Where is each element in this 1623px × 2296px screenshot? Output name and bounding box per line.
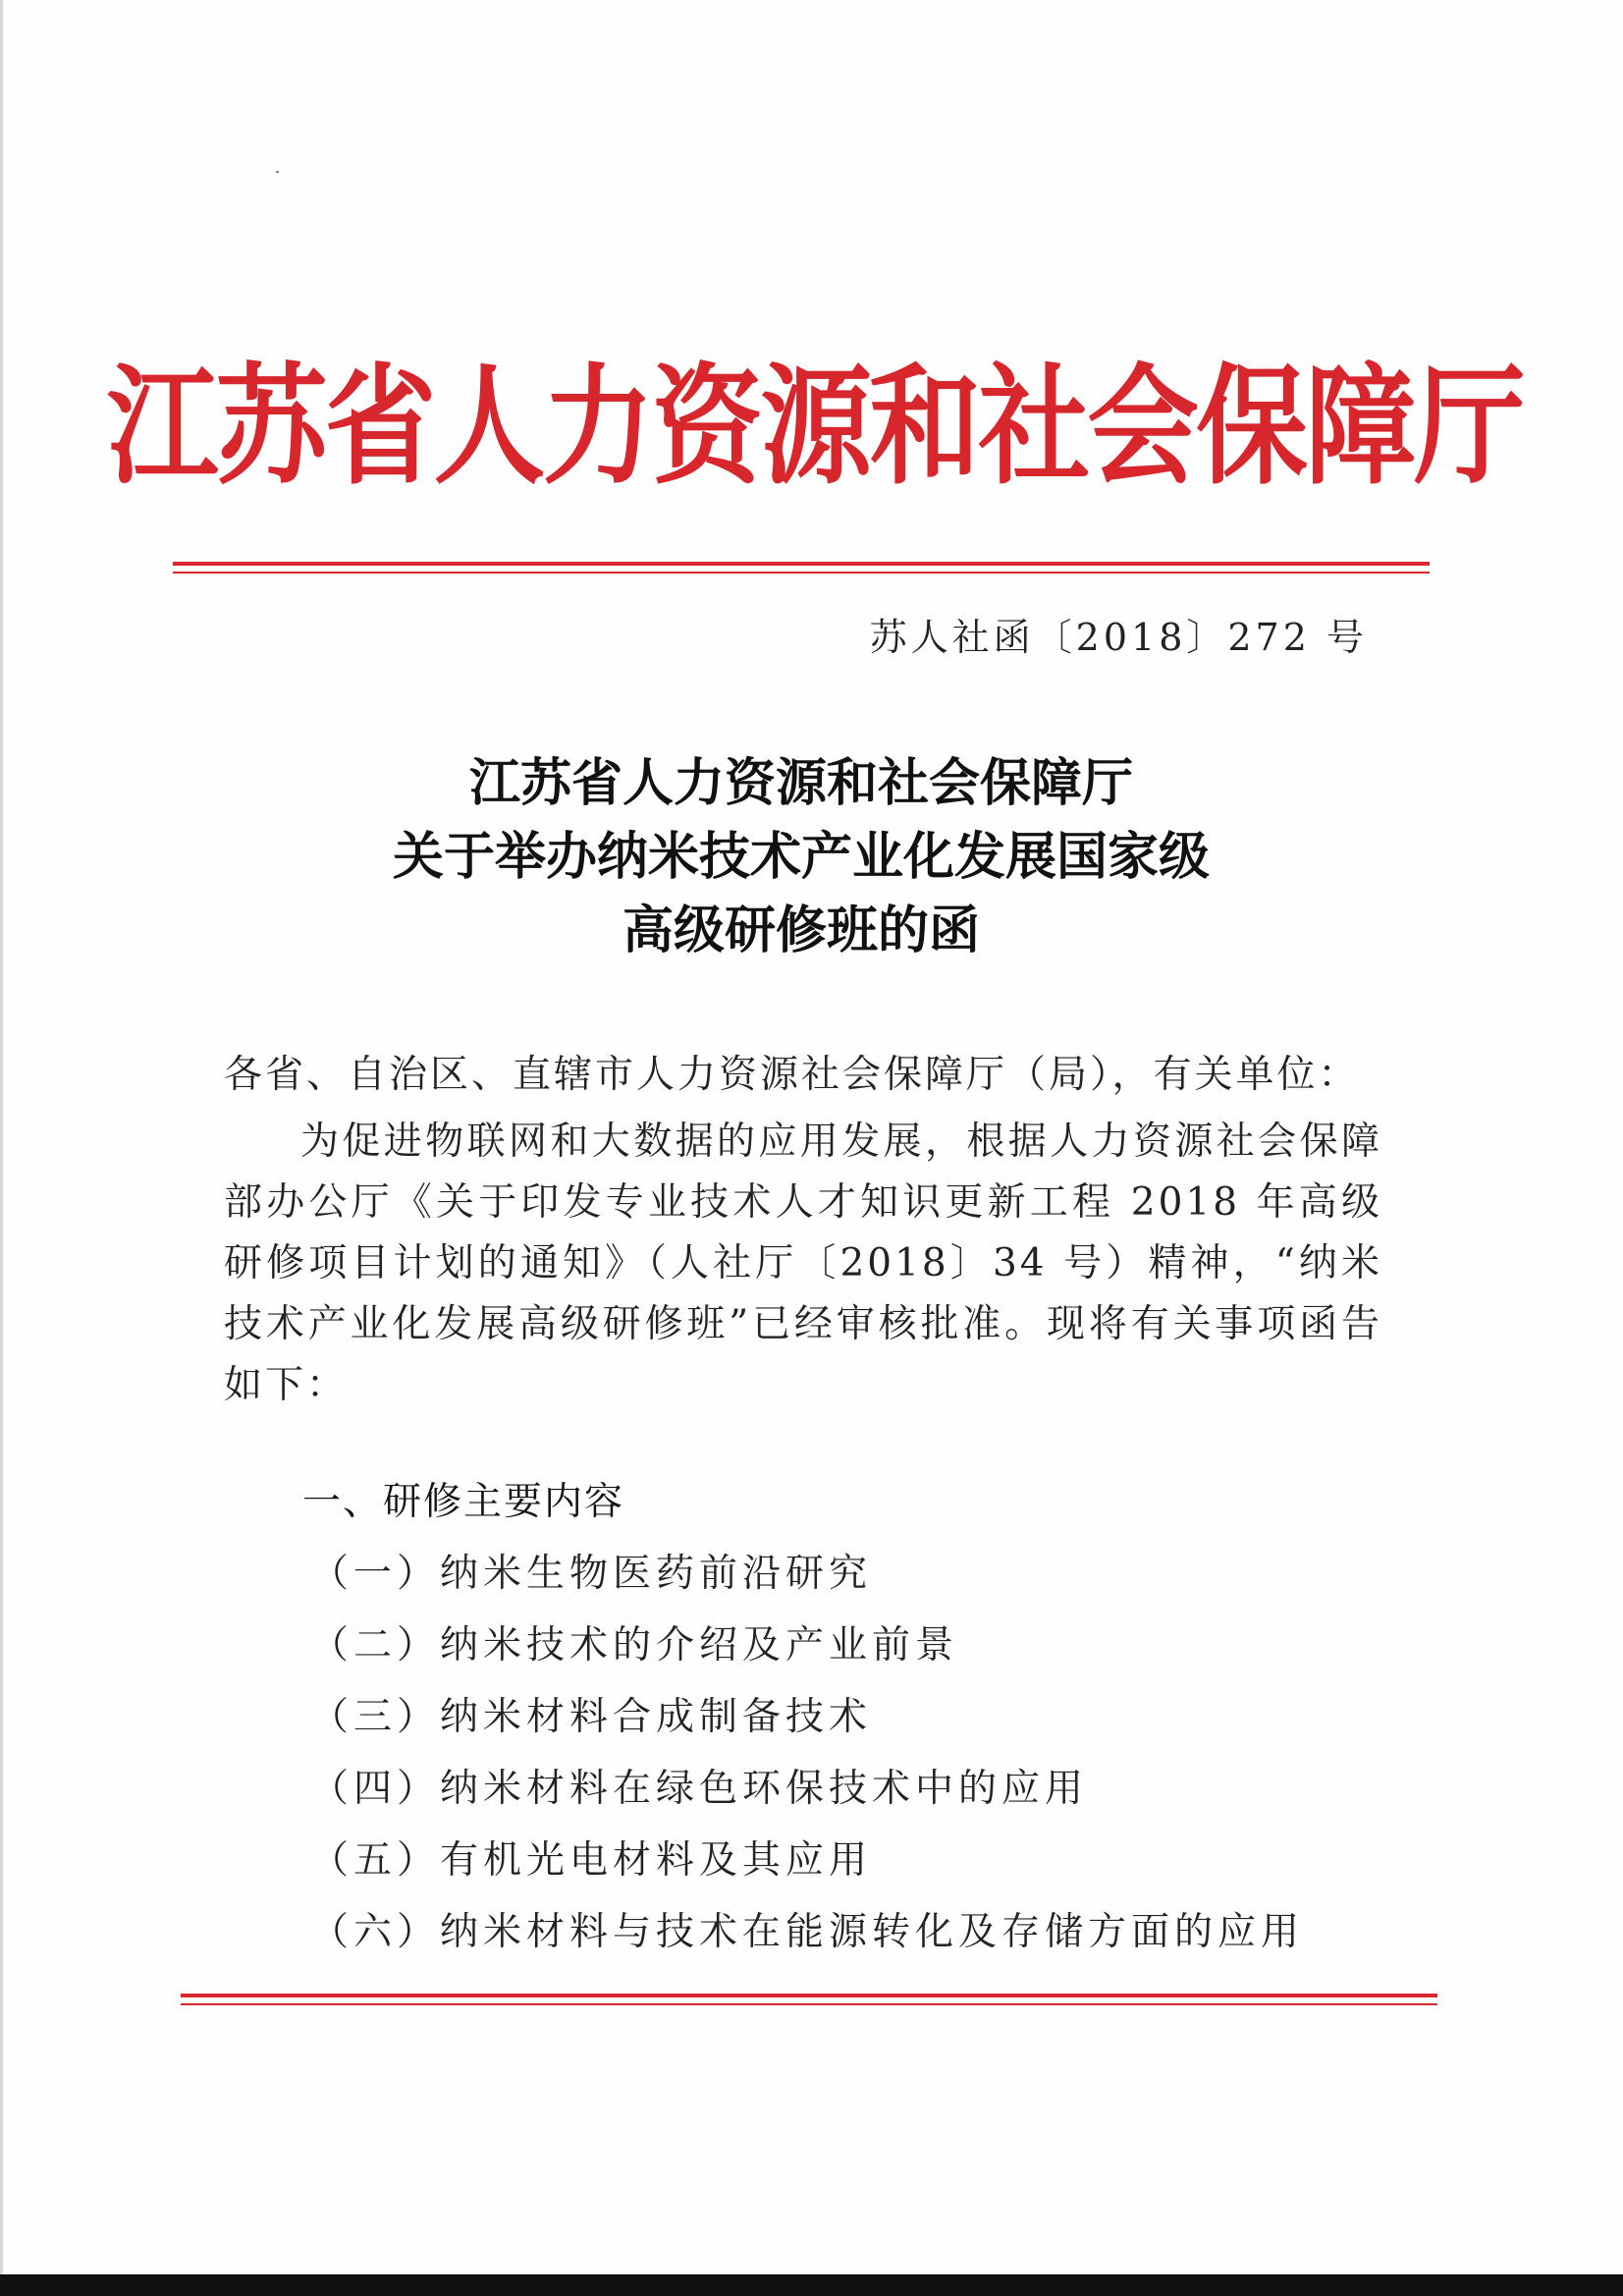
document-number: 苏人社函〔2018〕272 号 — [869, 616, 1368, 659]
scan-edge-left — [0, 0, 3, 2296]
list-item: （六）纳米材料与技术在能源转化及存储方面的应用 — [310, 1910, 1305, 1954]
title-line-1: 江苏省人力资源和社会保障厅 — [468, 753, 1133, 813]
list-item: （三）纳米材料合成制备技术 — [310, 1695, 873, 1739]
salutation: 各省、自治区、直辖市人力资源社会保障厅（局），有关单位： — [224, 1053, 1360, 1097]
body-paragraph: 为促进物联网和大数据的应用发展，根据人力资源社会保障部办公厅《关于印发专业技术人才知识更新工程 2018 年高级研修项目计划的通知》（人社厅〔2018〕34 号）精神，“纳米技术产业化发展高级研修班”已经审核批准。现将有关事项函告如下： — [224, 1120, 1382, 1407]
title-line-3: 高级研修班的函 — [622, 901, 980, 960]
red-rule-top-thin — [173, 572, 1430, 574]
title-line-2: 关于举办纳米技术产业化发展国家级 — [392, 827, 1210, 887]
list-item: （四）纳米材料在绿色环保技术中的应用 — [310, 1767, 1089, 1811]
red-rule-bottom-thin — [181, 2003, 1437, 2005]
list-item: （一）纳米生物医药前沿研究 — [310, 1552, 873, 1596]
list-item: （五）有机光电材料及其应用 — [310, 1838, 873, 1883]
red-rule-top-thick — [173, 562, 1430, 566]
section-heading: 一、研修主要内容 — [302, 1480, 625, 1524]
list-item: （二）纳米技术的介绍及产业前景 — [310, 1623, 959, 1667]
letterhead-issuer: 江苏省人力资源和社会保障厅 — [106, 351, 1524, 503]
document-title — [173, 746, 1430, 967]
red-rule-bottom-thick — [181, 1994, 1437, 1997]
scan-edge-bottom — [0, 2274, 1623, 2296]
topic-list — [310, 1538, 1304, 1968]
scan-speck — [276, 171, 279, 173]
letter-body — [224, 1045, 1382, 1416]
